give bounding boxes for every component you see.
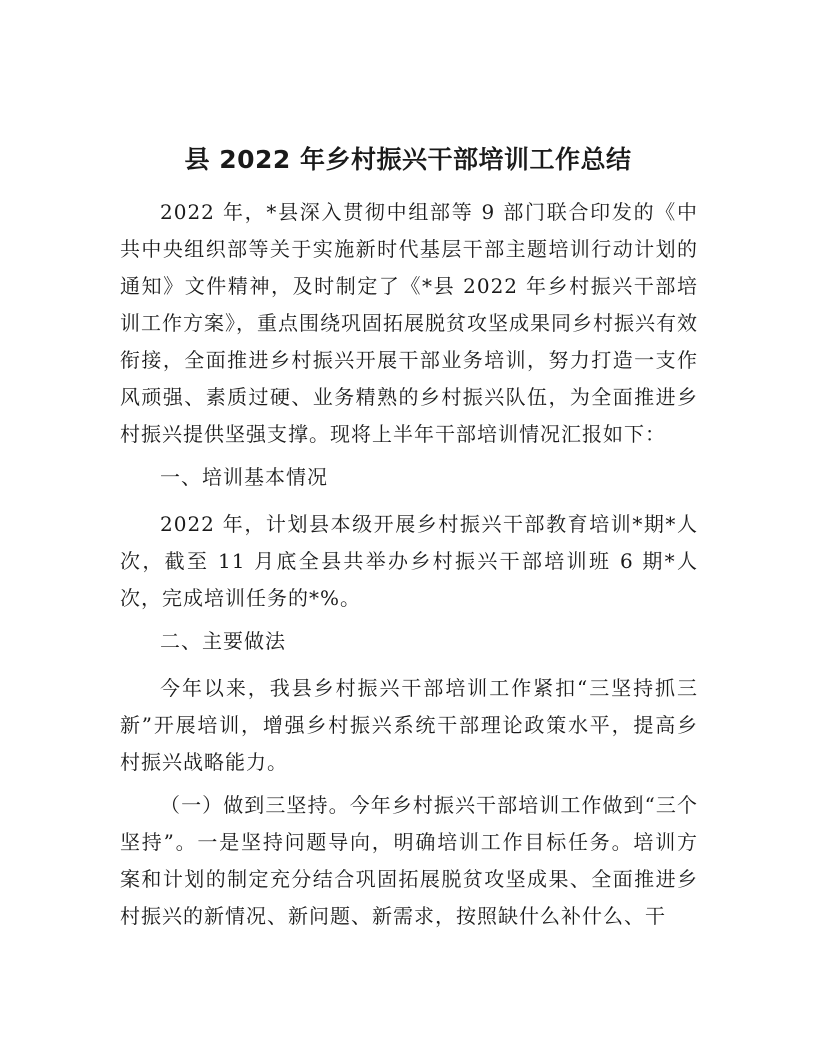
intro-paragraph: 2022 年，*县深入贯彻中组部等 9 部门联合印发的《中共中央组织部等关于实施新时代基层干部主题培训行动计划的通知》文件精神，及时制定了《*县 2022 年乡村振兴干部培训工作方案》，重点围绕巩固拓展脱贫攻坚成果同乡村振兴有效衔接，全面推进乡村振兴开展干部业务培训，努力打造一支作风顽强、素质过硬、业务精熟的乡村振兴队伍，为全面推进乡村振兴提供坚强支撑。现将上半年干部培训情况汇报如下：	[120, 200, 698, 446]
section-heading-main-practices: 二、主要做法	[160, 629, 286, 653]
main-practices-paragraph: 今年以来，我县乡村振兴干部培训工作紧扣“三坚持抓三新”开展培训，增强乡村振兴系统干部理论政策水平，提高乡村振兴战略能力。	[120, 676, 698, 774]
document-title: 县 2022 年乡村振兴干部培训工作总结	[184, 145, 632, 174]
basic-situation-paragraph: 2022 年，计划县本级开展乡村振兴干部教育培训*期*人次，截至 11 月底全县共举办乡村振兴干部培训班 6 期*人次，完成培训任务的*%。	[120, 512, 698, 610]
three-persistences-paragraph: （一）做到三坚持。今年乡村振兴干部培训工作做到“三个坚持”。一是坚持问题导向，明确培训工作目标任务。培训方案和计划的制定充分结合巩固拓展脱贫攻坚成果、全面推进乡村振兴的新情况、新问题、新需求，按照缺什么补什么、干	[120, 793, 698, 928]
section-heading-basic-situation: 一、培训基本情况	[160, 465, 328, 489]
